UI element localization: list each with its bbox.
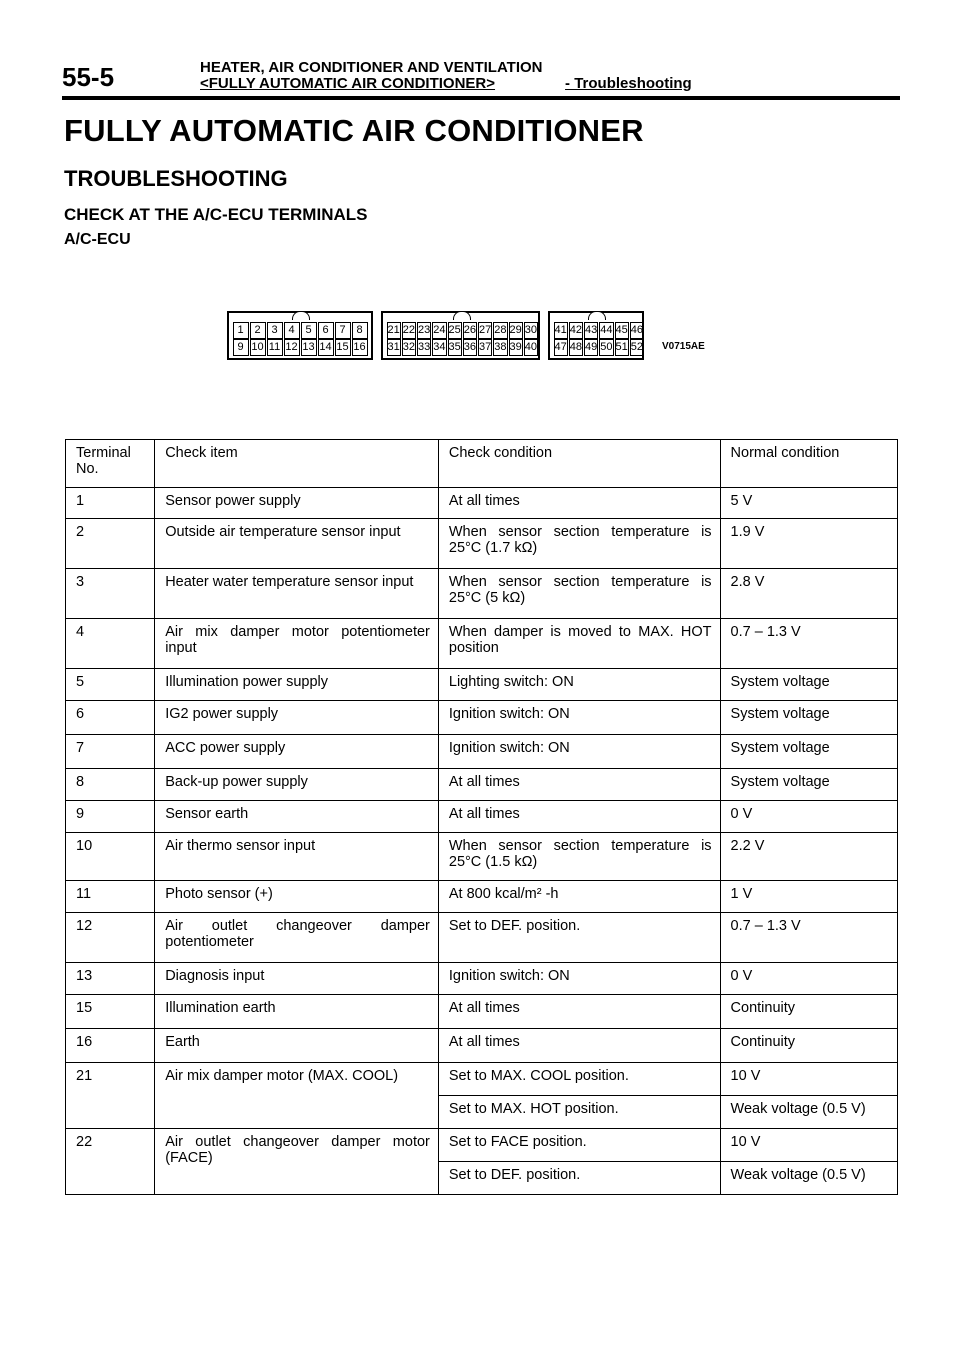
check-condition: At all times	[438, 801, 720, 833]
check-condition: Set to MAX. COOL position.	[438, 1063, 720, 1096]
check-condition: Ignition switch: ON	[438, 735, 720, 769]
subsection-line	[200, 76, 692, 92]
connector-pin: 42	[569, 322, 583, 339]
header-check-condition: Check condition	[438, 440, 720, 488]
connector-pin: 29	[509, 322, 523, 339]
topic-label: - Troubleshooting	[565, 75, 692, 92]
connector-pin: 10	[250, 339, 266, 356]
normal-condition: 0.7 – 1.3 V	[720, 619, 897, 669]
normal-condition: 10 V	[720, 1063, 897, 1096]
table-row	[66, 669, 898, 701]
terminal-number: 21	[66, 1063, 155, 1129]
connector-pin: 25	[448, 322, 462, 339]
terminal-check-table	[65, 439, 898, 1195]
connector-top-row	[386, 322, 535, 339]
check-condition: Ignition switch: ON	[438, 701, 720, 735]
table-row	[66, 913, 898, 963]
connector-pin: 13	[301, 339, 317, 356]
connector-pin: 8	[352, 322, 368, 339]
table-row	[66, 833, 898, 881]
connector-pin: 11	[267, 339, 283, 356]
connector-bottom-row	[232, 339, 368, 356]
check-item: Photo sensor (+)	[155, 881, 439, 913]
section-title: HEATER, AIR CONDITIONER AND VENTILATION	[200, 59, 543, 76]
connector-pin: 34	[432, 339, 446, 356]
page-title: FULLY AUTOMATIC AIR CONDITIONER	[64, 113, 644, 148]
normal-condition: 1.9 V	[720, 519, 897, 569]
connector-pin: 2	[250, 322, 266, 339]
connector-pin: 48	[569, 339, 583, 356]
connector-pin: 40	[524, 339, 538, 356]
table-row	[66, 1129, 898, 1162]
table-row	[66, 519, 898, 569]
page-number: 55-5	[62, 62, 115, 92]
normal-condition: System voltage	[720, 701, 897, 735]
connector-pin: 4	[284, 322, 300, 339]
normal-condition: System voltage	[720, 735, 897, 769]
connector-pin: 45	[615, 322, 629, 339]
check-item: Air mix damper motor (MAX. COOL)	[155, 1063, 439, 1129]
connector-pin: 3	[267, 322, 283, 339]
normal-condition: 5 V	[720, 488, 897, 519]
connector-pin: 28	[493, 322, 507, 339]
check-item: Back-up power supply	[155, 769, 439, 801]
check-condition: When sensor section temperature is 25°C (1.7 kΩ)	[438, 519, 720, 569]
normal-condition: 1 V	[720, 881, 897, 913]
check-item: Sensor power supply	[155, 488, 439, 519]
table-row	[66, 735, 898, 769]
section-heading: CHECK AT THE A/C-ECU TERMINALS	[64, 205, 368, 224]
connector-1	[227, 311, 373, 360]
table-row	[66, 769, 898, 801]
terminal-number: 9	[66, 801, 155, 833]
connector-pin: 37	[478, 339, 492, 356]
page-subtitle: TROUBLESHOOTING	[64, 166, 288, 191]
check-condition: Lighting switch: ON	[438, 669, 720, 701]
subsection-label: <FULLY AUTOMATIC AIR CONDITIONER>	[200, 75, 496, 92]
figure-code: V0715AE	[662, 341, 705, 352]
terminal-number: 13	[66, 963, 155, 995]
connector-pin: 43	[584, 322, 598, 339]
connector-pin: 16	[352, 339, 368, 356]
table-row	[66, 801, 898, 833]
connector-top-row	[553, 322, 643, 339]
normal-condition: 2.8 V	[720, 569, 897, 619]
table-row	[66, 995, 898, 1029]
connector-pin: 47	[554, 339, 568, 356]
check-condition: At all times	[438, 769, 720, 801]
terminal-number: 15	[66, 995, 155, 1029]
normal-condition: System voltage	[720, 769, 897, 801]
connector-latch	[453, 311, 471, 320]
connector-pin: 22	[402, 322, 416, 339]
connector-pin: 33	[417, 339, 431, 356]
table-row	[66, 619, 898, 669]
check-condition: Set to MAX. HOT position.	[438, 1096, 720, 1129]
terminal-number: 22	[66, 1129, 155, 1195]
check-condition: At all times	[438, 1029, 720, 1063]
check-item: Heater water temperature sensor input	[155, 569, 439, 619]
connector-pin: 7	[335, 322, 351, 339]
normal-condition: Continuity	[720, 1029, 897, 1063]
normal-condition: 0 V	[720, 963, 897, 995]
table-row	[66, 881, 898, 913]
connector-pin: 6	[318, 322, 334, 339]
terminal-number: 5	[66, 669, 155, 701]
connector-pin: 46	[630, 322, 644, 339]
connector-pin: 5	[301, 322, 317, 339]
check-condition: At all times	[438, 995, 720, 1029]
normal-condition: 0.7 – 1.3 V	[720, 913, 897, 963]
check-item: Illumination earth	[155, 995, 439, 1029]
normal-condition: 0 V	[720, 801, 897, 833]
header-rule	[62, 96, 900, 100]
connector-pin: 38	[493, 339, 507, 356]
connector-pin: 51	[615, 339, 629, 356]
terminal-number: 6	[66, 701, 155, 735]
terminal-number: 3	[66, 569, 155, 619]
terminal-number: 16	[66, 1029, 155, 1063]
check-condition: When sensor section temperature is 25°C (5 kΩ)	[438, 569, 720, 619]
connector-pin: 35	[448, 339, 462, 356]
terminal-number: 7	[66, 735, 155, 769]
terminal-number: 11	[66, 881, 155, 913]
connector-pin: 31	[387, 339, 401, 356]
check-item: Air mix damper motor potentiometer input	[155, 619, 439, 669]
table-row	[66, 1029, 898, 1063]
normal-condition: Continuity	[720, 995, 897, 1029]
check-item: Illumination power supply	[155, 669, 439, 701]
table-row	[66, 1063, 898, 1096]
check-condition: Set to DEF. position.	[438, 913, 720, 963]
check-item: Earth	[155, 1029, 439, 1063]
header-normal-condition: Normal condition	[720, 440, 897, 488]
check-item: Diagnosis input	[155, 963, 439, 995]
table-row	[66, 569, 898, 619]
connector-pin: 15	[335, 339, 351, 356]
check-condition: When damper is moved to MAX. HOT position	[438, 619, 720, 669]
connector-pin: 52	[630, 339, 644, 356]
terminal-number: 2	[66, 519, 155, 569]
connector-2	[381, 311, 540, 360]
terminal-number: 12	[66, 913, 155, 963]
connector-bottom-row	[386, 339, 535, 356]
connector-pin: 36	[463, 339, 477, 356]
check-item: Air thermo sensor input	[155, 833, 439, 881]
connector-pin: 21	[387, 322, 401, 339]
connector-top-row	[232, 322, 368, 339]
check-condition: Ignition switch: ON	[438, 963, 720, 995]
connector-pin: 27	[478, 322, 492, 339]
connector-pin: 41	[554, 322, 568, 339]
table-header-row	[66, 440, 898, 488]
terminal-number: 1	[66, 488, 155, 519]
connector-3	[548, 311, 644, 360]
terminal-number: 4	[66, 619, 155, 669]
normal-condition: 10 V	[720, 1129, 897, 1162]
normal-condition: Weak voltage (0.5 V)	[720, 1162, 897, 1195]
terminal-number: 10	[66, 833, 155, 881]
connector-pin: 1	[233, 322, 249, 339]
normal-condition: 2.2 V	[720, 833, 897, 881]
terminal-number: 8	[66, 769, 155, 801]
check-item: Air outlet changeover damper potentiometer	[155, 913, 439, 963]
table-row	[66, 488, 898, 519]
check-item: ACC power supply	[155, 735, 439, 769]
header-terminal: Terminal No.	[66, 440, 155, 488]
check-item: Air outlet changeover damper motor (FACE)	[155, 1129, 439, 1195]
connector-bottom-row	[553, 339, 643, 356]
connector-pin: 44	[599, 322, 613, 339]
check-item: Outside air temperature sensor input	[155, 519, 439, 569]
normal-condition: Weak voltage (0.5 V)	[720, 1096, 897, 1129]
check-condition: At 800 kcal/m² -h	[438, 881, 720, 913]
connector-pin: 26	[463, 322, 477, 339]
connector-pin: 9	[233, 339, 249, 356]
check-item: IG2 power supply	[155, 701, 439, 735]
check-condition: Set to FACE position.	[438, 1129, 720, 1162]
connector-pin: 23	[417, 322, 431, 339]
table-row	[66, 701, 898, 735]
connector-pin: 30	[524, 322, 538, 339]
check-condition: When sensor section temperature is 25°C (1.5 kΩ)	[438, 833, 720, 881]
connector-pin: 14	[318, 339, 334, 356]
connector-pin: 50	[599, 339, 613, 356]
check-condition: At all times	[438, 488, 720, 519]
table-row	[66, 963, 898, 995]
connector-pin: 49	[584, 339, 598, 356]
connector-latch	[588, 311, 606, 320]
connector-pin: 39	[509, 339, 523, 356]
check-condition: Set to DEF. position.	[438, 1162, 720, 1195]
connector-latch	[292, 311, 310, 320]
connector-pin: 24	[432, 322, 446, 339]
connector-pin: 32	[402, 339, 416, 356]
normal-condition: System voltage	[720, 669, 897, 701]
check-item: Sensor earth	[155, 801, 439, 833]
component-label: A/C-ECU	[64, 231, 131, 248]
connector-pin: 12	[284, 339, 300, 356]
header-check-item: Check item	[155, 440, 439, 488]
